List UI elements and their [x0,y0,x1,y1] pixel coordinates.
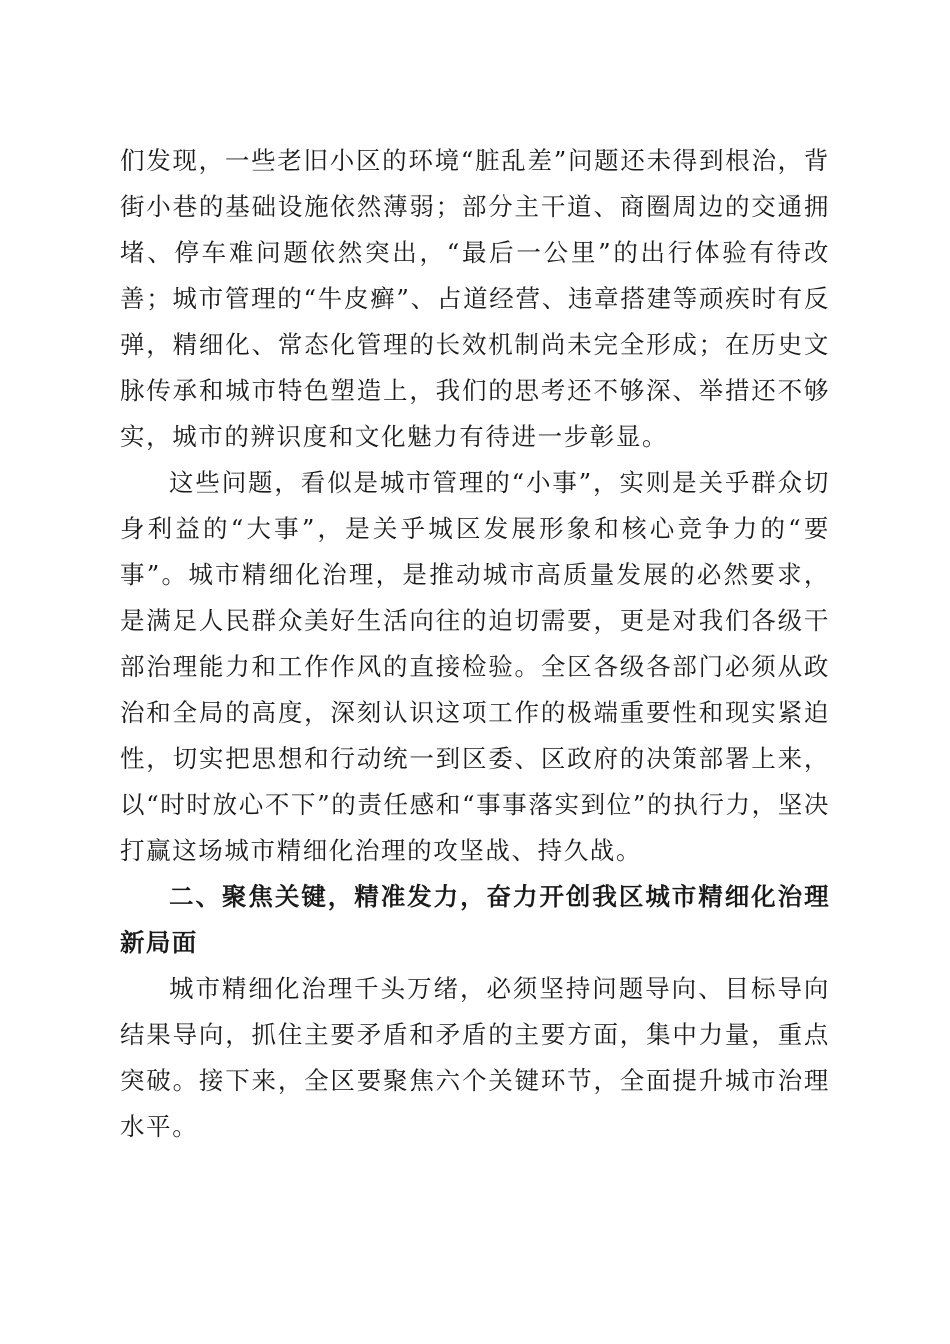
document-body [120,138,830,1150]
paragraph-continuation: 们发现，一些老旧小区的环境“脏乱差”问题还未得到根治，背街小巷的基础设施依然薄弱；部分主干道、商圈周边的交通拥堵、停车难问题依然突出，“最后一公里”的出行体验有待改善；城市管理的“牛皮癣”、占道经营、违章搭建等顽疾时有反弹，精细化、常态化管理的长效机制尚未完全形成；在历史文脉传承和城市特色塑造上，我们的思考还不够深、举措还不够实，城市的辨识度和文化魅力有待进一步彰显。 [120,146,830,451]
paragraph-intro: 城市精细化治理千头万绪，必须坚持问题导向、目标导向结果导向，抓住主要矛盾和矛盾的主要方面，集中力量，重点突破。接下来，全区要聚焦六个关键环节，全面提升城市治理水平。 [120,974,830,1141]
section-heading: 二、聚焦关键，精准发力，奋力开创我区城市精细化治理新局面 [120,882,830,957]
paragraph-significance: 这些问题，看似是城市管理的“小事”，实则是关乎群众切身利益的“大事”，是关乎城区发展形象和核心竞争力的“要事”。城市精细化治理，是推动城市高质量发展的必然要求，是满足人民群众美好生活向往的迫切需要，更是对我们各级干部治理能力和工作作风的直接检验。全区各级各部门必须从政治和全局的高度，深刻认识这项工作的极端重要性和现实紧迫性，切实把思想和行动统一到区委、区政府的决策部署上来，以“时时放心不下”的责任感和“事事落实到位”的执行力，坚决打赢这场城市精细化治理的攻坚战、持久战。 [120,468,830,865]
